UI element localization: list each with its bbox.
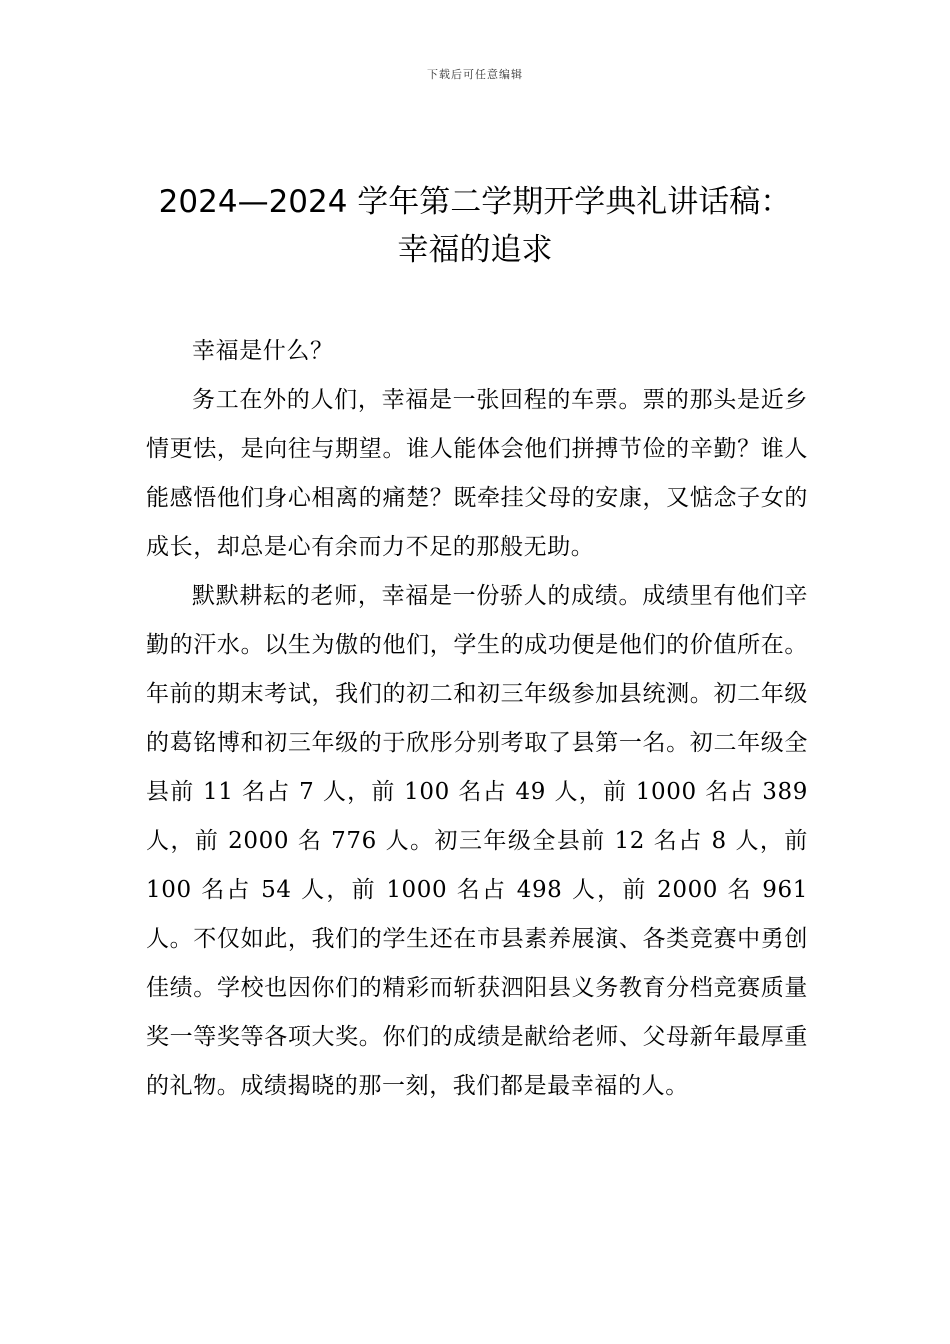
paragraph: 幸福是什么？ xyxy=(192,338,334,364)
header-note: 下载后可任意编辑 xyxy=(427,68,523,81)
paragraph: 默默耕耘的老师，幸福是一份骄人的成绩。成绩里有他们辛勤的汗水。以生为傲的他们，学生的成功便是他们的价值所在。年前的期末考试，我们的初二和初三年级参加县统测。初二年级的葛铭博和初三年级的于欣彤分别考取了县第一名。初二年级全县前 11 名占 7 人，前 100 名占 49 人，前 1000 名占 389 人，前 2000 名 776 人。初三年级全县前 12 名占 8 人，前 100 名占 54 人，前 1000 名占 498 人，前 2000 名 961 人。不仅如此，我们的学生还在市县素养展演、各类竞赛中勇创佳绩。学校也因你们的精彩而斩获泗阳县义务教育分档竞赛质量奖一等奖等各项大奖。你们的成绩是献给老师、父母新年最厚重的礼物。成绩揭晓的那一刻，我们都是最幸福的人。 xyxy=(146,583,808,1099)
document-title xyxy=(120,178,830,274)
title-line-2: 幸福的追求 xyxy=(397,232,553,268)
document-body xyxy=(146,327,808,1111)
paragraph: 务工在外的人们，幸福是一张回程的车票。票的那头是近乡情更怯，是向往与期望。谁人能体会他们拼搏节俭的辛勤？谁人能感悟他们身心相离的痛楚？既牵挂父母的安康，又惦念子女的成长，却总是心有余而力不足的那般无助。 xyxy=(146,387,808,560)
title-line-1: 2024—2024 学年第二学期开学典礼讲话稿： xyxy=(158,184,792,220)
